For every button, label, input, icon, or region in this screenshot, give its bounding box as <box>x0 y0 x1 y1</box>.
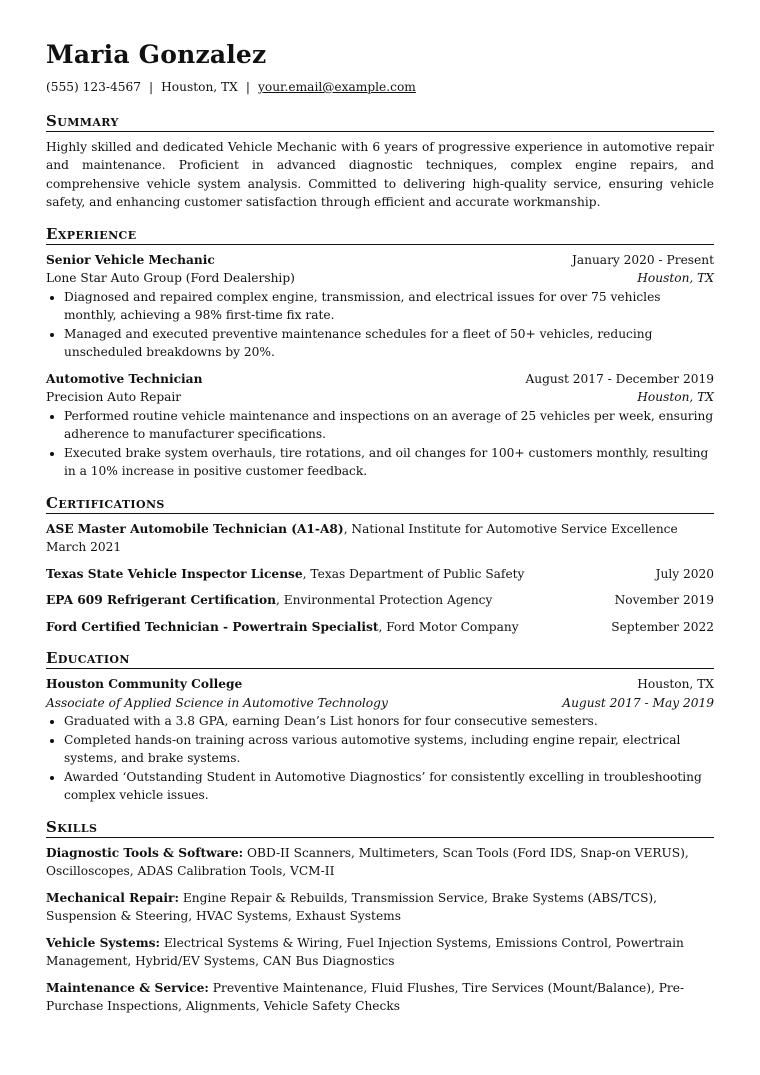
job-location: Houston, TX <box>637 390 714 404</box>
degree: Associate of Applied Science in Automotive Technology <box>46 695 388 710</box>
location: Houston, TX <box>161 80 238 94</box>
skill-value: Preventive Maintenance, Fluid Flushes, Tire Services (Mount/Balance), Pre-Purchase Inspections, Alignments, Vehicle Safety Checks <box>46 980 685 1013</box>
school-location: Houston, TX <box>637 677 714 691</box>
cert-issuer: , Texas Department of Public Safety <box>302 566 525 581</box>
separator: | <box>245 80 250 94</box>
job-company: Precision Auto Repair <box>46 390 182 404</box>
skill-label: Vehicle Systems: <box>46 935 161 950</box>
skill-value: Electrical Systems & Wiring, Fuel Injection Systems, Emissions Control, Powertrain Management, Hybrid/EV Systems, CAN Bus Diagnostics <box>46 935 684 968</box>
list-item: • Awarded ‘Outstanding Student in Automotive Diagnostics’ for consistently excelling in troubleshooting complex vehicle issues. <box>64 768 714 805</box>
skill-value: Engine Repair & Rebuilds, Transmission Service, Brake Systems (ABS/TCS), Suspension & Steering, HVAC Systems, Exhaust Systems <box>46 890 658 923</box>
resume-page <box>46 0 714 1024</box>
section-title-summary: Summary <box>46 111 714 132</box>
cert-date: November 2019 <box>614 593 714 607</box>
summary-text: Highly skilled and dedicated Vehicle Mechanic with 6 years of progressive experience in automotive repair and maintenance. Proficient in advanced diagnostic techniques, complex engine repairs, and comprehensive vehicle system analysis. Committed to delivering high-quality service, ensuring vehicle safety, and enhancing customer satisfaction through efficient and accurate workmanship. <box>46 139 714 209</box>
skill-entry <box>46 979 714 1016</box>
cert-date: July 2020 <box>655 566 714 581</box>
job-dates: January 2020 - Present <box>571 252 714 267</box>
list-item: • Performed routine vehicle maintenance and inspections on an average of 25 vehicles per week, ensuring adherence to manufacturer specifications. <box>64 407 714 444</box>
cert-issuer: , Environmental Protection Agency <box>276 593 493 607</box>
cert-name: Texas State Vehicle Inspector License <box>46 566 303 581</box>
section-title-experience: Experience <box>46 224 714 245</box>
job-bullets <box>46 288 714 362</box>
certification-entry <box>46 520 714 557</box>
job-location: Houston, TX <box>637 271 714 285</box>
job-role: Automotive Technician <box>46 371 203 386</box>
cert-issuer: , Ford Motor Company <box>378 619 519 634</box>
cert-name: Ford Certified Technician - Powertrain Specialist <box>46 619 379 634</box>
list-item: • Diagnosed and repaired complex engine, transmission, and electrical issues for over 75 vehicles monthly, achieving a 98% first-time fix rate. <box>64 288 714 325</box>
job-company: Lone Star Auto Group (Ford Dealership) <box>46 271 295 285</box>
job-entry <box>46 370 714 481</box>
skill-entry <box>46 889 714 926</box>
skill-entry <box>46 934 714 971</box>
job-dates: August 2017 - December 2019 <box>525 371 714 386</box>
certification-entry <box>46 565 714 584</box>
skill-label: Mechanical Repair: <box>46 890 179 905</box>
email-link[interactable]: your.email@example.com <box>257 80 416 94</box>
job-entry <box>46 251 714 362</box>
contact-line <box>46 78 714 97</box>
skill-label: Diagnostic Tools & Software: <box>46 845 244 860</box>
school-name: Houston Community College <box>46 677 243 691</box>
job-role: Senior Vehicle Mechanic <box>46 252 215 267</box>
section-title-education: Education <box>46 648 714 669</box>
cert-name: EPA 609 Refrigerant Certification <box>46 593 277 607</box>
education-dates: August 2017 - May 2019 <box>562 695 714 710</box>
certification-entry <box>46 591 714 610</box>
list-item: • Executed brake system overhauls, tire rotations, and oil changes for 100+ customers monthly, resulting in a 10% increase in positive customer feedback. <box>64 444 714 481</box>
cert-date: March 2021 <box>46 540 122 554</box>
cert-date: September 2022 <box>611 619 714 634</box>
skill-value: OBD-II Scanners, Multimeters, Scan Tools (Ford IDS, Snap-on VERUS), Oscilloscopes, ADAS Calibration Tools, VCM-II <box>46 845 689 878</box>
section-title-certifications: Certifications <box>46 493 714 514</box>
skill-entry <box>46 844 714 881</box>
phone-number: (555) 123-4567 <box>46 80 142 94</box>
job-bullets <box>46 407 714 481</box>
list-item: • Managed and executed preventive maintenance schedules for a fleet of 50+ vehicles, reducing unscheduled breakdowns by 20%. <box>64 325 714 362</box>
certification-entry <box>46 618 714 637</box>
skill-label: Maintenance & Service: <box>46 980 209 995</box>
education-bullets <box>46 712 714 805</box>
candidate-name: Maria Gonzalez <box>46 40 267 69</box>
cert-issuer: , National Institute for Automotive Service Excellence <box>343 521 678 536</box>
list-item: • Completed hands-on training across various automotive systems, including engine repair, electrical systems, and brake systems. <box>64 731 714 768</box>
list-item: • Graduated with a 3.8 GPA, earning Dean’s List honors for four consecutive semesters. <box>64 712 714 731</box>
separator: | <box>149 80 154 94</box>
education-entry <box>46 675 714 805</box>
cert-name: ASE Master Automobile Technician (A1-A8) <box>46 521 344 536</box>
section-title-skills: Skills <box>46 817 714 838</box>
